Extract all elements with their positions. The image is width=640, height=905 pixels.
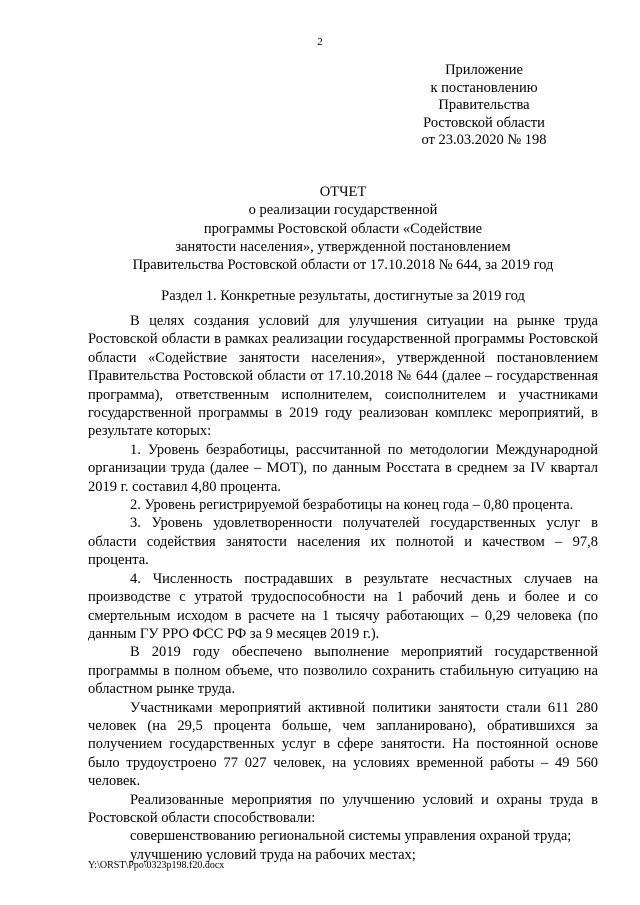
page-number: 2 [317,36,323,48]
paragraph: 2. Уровень регистрируемой безработицы на конец года – 0,80 процента. [130,497,574,514]
file-path-footer: Y:\ORST\Ppo\0323p198.f20.docx [88,860,225,871]
body-text [88,312,598,864]
appendix-line: от 23.03.2020 № 198 [421,132,547,148]
paragraph: Участниками мероприятий активной политики занятости стали 611 280 человек (на 29,5 процента больше, чем запланировано), обратившихся за получением государственных услуг в сфере занятости. На постоянной основе было трудоустроено 77 027 человек, на условиях временной работы – 49 560 человек. [88,699,598,790]
paragraph: 3. Уровень удовлетворенности получателей государственных услуг в области содействия занятости населения их полнотой и качеством – 97,8 процента. [88,515,598,569]
title-line: о реализации государственной [248,202,438,219]
paragraph: улучшению условий труда на рабочих местах; [130,846,416,863]
paragraph: совершенствованию региональной системы управления охраной труда; [130,828,572,845]
appendix-line: Приложение [445,62,523,78]
title-line: программы Ростовской области «Содействие [203,220,483,237]
paragraph: 4. Численность пострадавших в результате несчастных случаев на производстве с утратой трудоспособности на 1 рабочий день и более и со смертельным исходом в расчете на 1 тысячу работающих – 0,29 человека (по данным ГУ РРО ФСС РФ за 9 месяцев 2019 г.). [88,570,598,642]
report-title [88,183,598,274]
paragraph: В 2019 году обеспечено выполнение мероприятий государственной программы в полном объеме, что позволило сохранить стабильную ситуацию на областном рынке труда. [88,644,598,698]
appendix-line: к постановлению [430,79,538,96]
appendix-line: Правительства [438,97,530,113]
appendix-line: Ростовской области [423,114,545,131]
paragraph: В целях создания условий для улучшения ситуации на рынке труда Ростовской области в рамках реализации государственной программы Ростовской области «Содействие занятости населения», утвержденной постановлением Правительства Ростовской области от 17.10.2018 № 644 (далее – государственная программа), ответственным исполнителем, соисполнителем и участниками государственной программы в 2019 году реализован комплекс мероприятий, в результате которых: [88,313,598,440]
appendix-block [384,62,584,150]
paragraph: Реализованные мероприятия по улучшению условий и охраны труда в Ростовской области способствовали: [88,791,598,826]
section-heading: Раздел 1. Конкретные результаты, достигнутые за 2019 год [161,288,525,304]
title-line: ОТЧЕТ [319,184,367,200]
title-line: Правительства Ростовской области от 17.10.2018 № 644, за 2019 год [132,257,554,274]
title-line: занятости населения», утвержденной постановлением [175,238,511,255]
paragraph: 1. Уровень безработицы, рассчитанной по методологии Международной организации труда (далее – МОТ), по данным Росстата в среднем за IV квартал 2019 г. составил 4,80 процента. [88,441,598,495]
